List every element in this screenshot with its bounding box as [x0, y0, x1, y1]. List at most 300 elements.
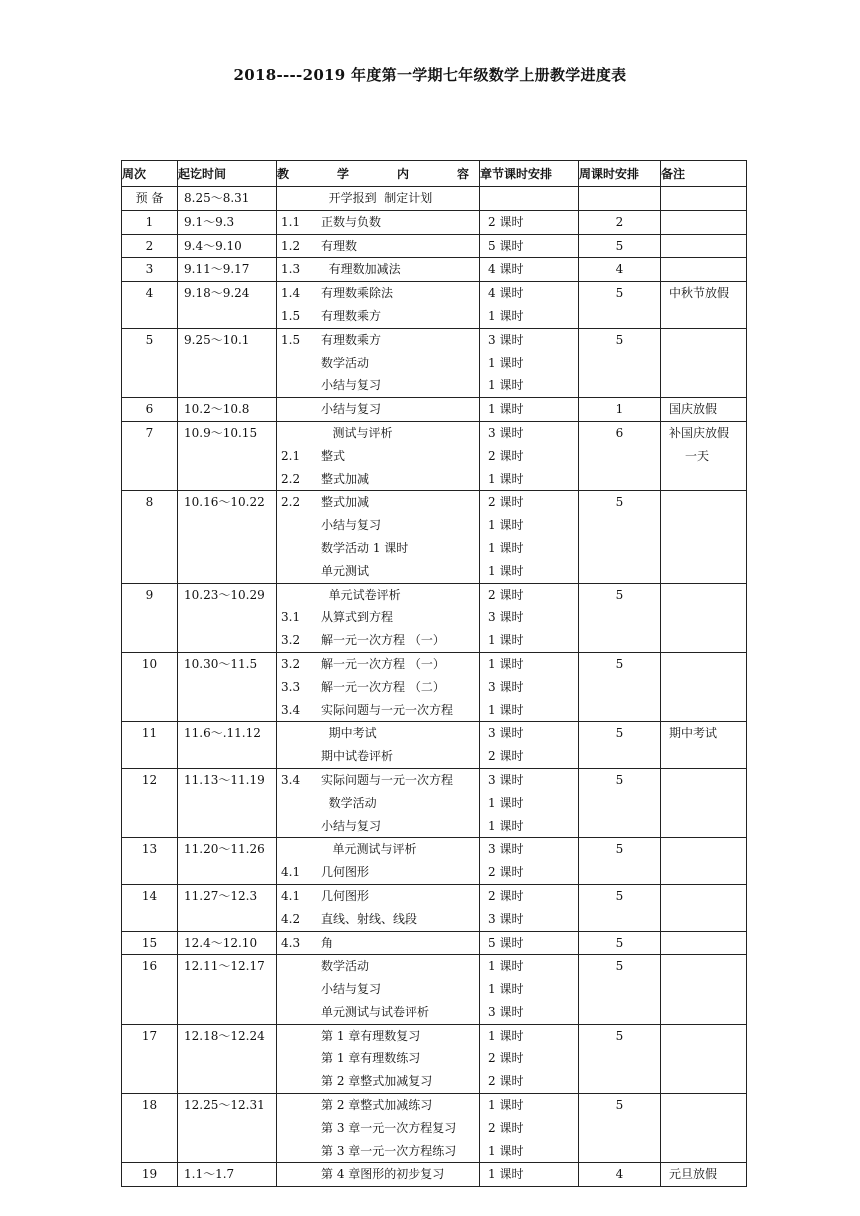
week-cell: [122, 768, 178, 837]
content-item: [277, 978, 479, 1001]
note-cell: [661, 1094, 747, 1163]
content-item: [277, 398, 479, 421]
content-text: 实际问题与一元一次方程: [321, 772, 454, 787]
content-text: 测试与评析: [321, 425, 393, 440]
date-range: 11.6～.11.12: [184, 726, 261, 741]
content-text: 第 2 章整式加减复习: [321, 1074, 433, 1089]
content-item: [277, 699, 479, 722]
content-text: 解一元一次方程 （二）: [321, 679, 445, 694]
week-hours: 2: [615, 214, 624, 229]
week-number: 15: [141, 935, 158, 950]
dates-cell: [178, 187, 277, 211]
content-item: [277, 745, 479, 768]
date-range: 10.30～11.5: [184, 656, 258, 671]
date-range: 10.9～10.15: [184, 425, 258, 440]
chapter-hours-cell: [480, 768, 579, 837]
week-hours-cell: [579, 652, 661, 721]
week-cell: [122, 491, 178, 583]
section-number: 2.2: [281, 495, 301, 510]
section-number: 3.2: [281, 633, 301, 648]
content-item: [277, 305, 479, 328]
chapter-hours-cell: [480, 652, 579, 721]
chapter-hours: 1 课时: [488, 818, 524, 833]
week-cell: [122, 1024, 178, 1093]
chapter-hours-cell: [480, 491, 579, 583]
week-number: 18: [141, 1098, 158, 1113]
content-text: 角: [321, 935, 334, 950]
week-cell: [122, 1163, 178, 1187]
content-text: 小结与复习: [321, 982, 382, 997]
week-number: 6: [145, 402, 154, 417]
chapter-hours-cell: [480, 398, 579, 422]
page-title: 2018----2019 年度第一学期七年级数学上册教学进度表: [233, 66, 627, 84]
content-text: 整式加减: [321, 471, 370, 486]
content-text: 单元测试: [321, 563, 370, 578]
content-item: [277, 1163, 479, 1186]
content-text: 第 3 章一元一次方程复习: [321, 1120, 457, 1135]
date-range: 9.25～10.1: [184, 332, 250, 347]
week-cell: [122, 722, 178, 769]
week-hours: 5: [615, 772, 624, 787]
table-row: [122, 187, 747, 211]
content-cell: [277, 931, 480, 955]
date-range: 12.11～12.17: [184, 959, 265, 974]
week-hours-cell: [579, 1094, 661, 1163]
chapter-hours-cell: [480, 884, 579, 931]
section-number: 4.1: [281, 865, 301, 880]
week-number: 12: [141, 772, 158, 787]
week-hours: 4: [615, 262, 624, 277]
content-cell: [277, 1163, 480, 1187]
section-number: 3.3: [281, 679, 301, 694]
content-text: 期中考试: [321, 726, 377, 741]
week-hours-cell: [579, 838, 661, 885]
content-cell: [277, 328, 480, 397]
content-text: 开学报到 制定计划: [321, 191, 433, 205]
week-number: 13: [141, 842, 158, 857]
table-row: [122, 931, 747, 955]
content-text: 期中试卷评析: [321, 749, 394, 764]
chapter-hours: 1 课时: [488, 308, 524, 323]
date-range: 9.1～9.3: [184, 214, 235, 229]
chapter-hours: 2 课时: [488, 214, 524, 229]
week-hours: 5: [615, 238, 624, 253]
content-item: [277, 1140, 479, 1163]
content-item: [277, 815, 479, 838]
chapter-hours-cell: [480, 1163, 579, 1187]
header-content-char: 学: [336, 167, 349, 181]
week-number: 9: [145, 587, 154, 602]
week-hours: 5: [615, 935, 624, 950]
date-range: 10.2～10.8: [184, 402, 250, 417]
week-hours: 4: [615, 1167, 624, 1182]
week-hours: 5: [615, 888, 624, 903]
table-row: [122, 282, 747, 329]
content-text: 数学活动: [321, 959, 370, 974]
content-text: 正数与负数: [321, 214, 382, 229]
note-text: 中秋节放假: [669, 286, 730, 301]
dates-cell: [178, 768, 277, 837]
chapter-hours-cell: [480, 838, 579, 885]
chapter-hours-cell: [480, 583, 579, 652]
header-content-char: 教: [277, 167, 290, 181]
week-hours-cell: [579, 583, 661, 652]
week-hours: 5: [615, 495, 624, 510]
content-cell: [277, 768, 480, 837]
content-item: [277, 653, 479, 676]
week-cell: [122, 282, 178, 329]
week-number: 2: [145, 238, 154, 253]
content-item: [277, 676, 479, 699]
content-item: [277, 422, 479, 445]
chapter-hours: 1 课时: [488, 959, 524, 974]
note-cell: [661, 258, 747, 282]
content-item: [277, 258, 479, 281]
content-item: [277, 445, 479, 468]
week-cell: [122, 1094, 178, 1163]
dates-cell: [178, 234, 277, 258]
content-text: 解一元一次方程 （一）: [321, 633, 445, 648]
header-week-hours: 周课时安排: [579, 161, 661, 187]
chapter-hours: 3 课时: [488, 1004, 524, 1019]
content-item: [277, 187, 479, 210]
dates-cell: [178, 421, 277, 490]
chapter-hours-cell: [480, 234, 579, 258]
week-hours-cell: [579, 234, 661, 258]
content-text: 单元试卷评析: [321, 587, 401, 602]
chapter-hours: 3 课时: [488, 911, 524, 926]
content-text: 第 4 章图形的初步复习: [321, 1167, 445, 1182]
week-number: 预 备: [135, 191, 164, 205]
chapter-hours: 3 课时: [488, 842, 524, 857]
date-range: 11.20～11.26: [184, 842, 265, 857]
chapter-hours: 2 课时: [488, 888, 524, 903]
week-number: 17: [141, 1028, 158, 1043]
chapter-hours-cell: [480, 955, 579, 1024]
week-hours: 1: [615, 402, 624, 417]
chapter-hours-cell: [480, 421, 579, 490]
week-number: 1: [145, 214, 154, 229]
content-text: 实际问题与一元一次方程: [321, 702, 454, 717]
week-hours-cell: [579, 884, 661, 931]
week-hours: [579, 187, 660, 210]
chapter-hours: 1 课时: [488, 540, 524, 555]
content-item: [277, 374, 479, 397]
chapter-hours: 3 课时: [488, 726, 524, 741]
content-item: [277, 1025, 479, 1048]
note-cell: [661, 1163, 747, 1187]
content-item: [277, 211, 479, 234]
content-cell: [277, 187, 480, 211]
content-text: 小结与复习: [321, 378, 382, 393]
week-hours: 5: [615, 726, 624, 741]
week-number: 3: [145, 262, 154, 277]
content-cell: [277, 884, 480, 931]
week-hours-cell: [579, 187, 661, 211]
chapter-hours: 1 课时: [488, 378, 524, 393]
content-item: [277, 908, 479, 931]
chapter-hours-cell: [480, 258, 579, 282]
date-range: 9.11～9.17: [184, 262, 250, 277]
date-range: 10.16～10.22: [184, 495, 265, 510]
table-row: [122, 398, 747, 422]
dates-cell: [178, 652, 277, 721]
note-cell: [661, 210, 747, 234]
content-text: 整式加减: [321, 495, 370, 510]
section-number: 2.1: [281, 448, 301, 463]
date-range: 9.4～9.10: [184, 238, 242, 253]
note-cell: [661, 838, 747, 885]
content-text: 有理数加减法: [321, 262, 401, 277]
note-cell: [661, 1024, 747, 1093]
chapter-hours: 4 课时: [488, 262, 524, 277]
week-number: 7: [145, 425, 154, 440]
content-item: [277, 932, 479, 955]
week-hours-cell: [579, 722, 661, 769]
week-number: 8: [145, 495, 154, 510]
content-text: 有理数乘方: [321, 332, 382, 347]
note-cell: [661, 884, 747, 931]
date-range: 12.4～12.10: [184, 935, 258, 950]
week-hours: 5: [615, 332, 624, 347]
week-number: 16: [141, 959, 158, 974]
note-cell: [661, 931, 747, 955]
chapter-hours: 3 课时: [488, 332, 524, 347]
section-number: 4.3: [281, 935, 301, 950]
chapter-hours-cell: [480, 1024, 579, 1093]
content-cell: [277, 282, 480, 329]
table-row: [122, 421, 747, 490]
dates-cell: [178, 1024, 277, 1093]
chapter-hours: 1 课时: [488, 355, 524, 370]
week-number: 4: [145, 286, 154, 301]
chapter-hours: 1 课时: [488, 656, 524, 671]
chapter-hours: 2 课时: [488, 587, 524, 602]
chapter-hours-cell: [480, 210, 579, 234]
section-number: 4.1: [281, 888, 301, 903]
table-row: [122, 1024, 747, 1093]
week-hours: 5: [615, 959, 624, 974]
chapter-hours: 1 课时: [488, 471, 524, 486]
chapter-hours: 1 课时: [488, 518, 524, 533]
note-cell: [661, 652, 747, 721]
content-item: [277, 537, 479, 560]
content-text: 数学活动 1 课时: [321, 540, 409, 555]
chapter-hours: 5 课时: [488, 238, 524, 253]
chapter-hours-cell: [480, 931, 579, 955]
chapter-hours-cell: [480, 722, 579, 769]
week-cell: [122, 583, 178, 652]
content-item: [277, 584, 479, 607]
section-number: 2.2: [281, 471, 301, 486]
content-text: 从算式到方程: [321, 610, 394, 625]
content-text: 第 1 章有理数复习: [321, 1028, 421, 1043]
week-cell: [122, 955, 178, 1024]
chapter-hours: 1 课时: [488, 1098, 524, 1113]
week-number: 19: [141, 1167, 158, 1182]
content-text: 第 2 章整式加减练习: [321, 1098, 433, 1113]
section-number: 3.1: [281, 610, 301, 625]
chapter-hours: 3 课时: [488, 679, 524, 694]
content-text: 几何图形: [321, 865, 370, 880]
content-item: [277, 1094, 479, 1117]
content-item: [277, 329, 479, 352]
content-item: [277, 468, 479, 491]
week-hours-cell: [579, 1024, 661, 1093]
chapter-hours: 3 课时: [488, 610, 524, 625]
note-cell: [661, 187, 747, 211]
header-note: 备注: [661, 161, 747, 187]
week-hours-cell: [579, 421, 661, 490]
week-cell: [122, 652, 178, 721]
content-cell: [277, 1094, 480, 1163]
content-text: 单元测试与评析: [321, 842, 417, 857]
week-hours-cell: [579, 1163, 661, 1187]
content-text: 几何图形: [321, 888, 370, 903]
content-cell: [277, 838, 480, 885]
content-item: [277, 352, 479, 375]
content-item: [277, 491, 479, 514]
header-row: [122, 161, 747, 187]
content-item: [277, 1117, 479, 1140]
week-hours: 5: [615, 842, 624, 857]
section-number: 1.5: [281, 332, 301, 347]
week-hours: 5: [615, 1098, 624, 1113]
week-hours: 5: [615, 587, 624, 602]
date-range: 12.25～12.31: [184, 1098, 265, 1113]
dates-cell: [178, 282, 277, 329]
content-item: [277, 514, 479, 537]
content-cell: [277, 234, 480, 258]
table-row: [122, 768, 747, 837]
week-cell: [122, 187, 178, 211]
chapter-hours: 2 课时: [488, 1120, 524, 1135]
chapter-hours: 4 课时: [488, 286, 524, 301]
content-text: 整式: [321, 448, 346, 463]
week-cell: [122, 234, 178, 258]
week-hours-cell: [579, 931, 661, 955]
section-number: 1.5: [281, 308, 301, 323]
schedule-table: [121, 160, 747, 1187]
chapter-hours: 1 课时: [488, 702, 524, 717]
content-text: 解一元一次方程 （一）: [321, 656, 445, 671]
dates-cell: [178, 398, 277, 422]
content-text: 小结与复习: [321, 818, 382, 833]
content-text: 有理数乘方: [321, 308, 382, 323]
content-item: [277, 629, 479, 652]
table-row: [122, 1094, 747, 1163]
table-row: [122, 722, 747, 769]
chapter-hours: 2 课时: [488, 1074, 524, 1089]
table-row: [122, 583, 747, 652]
content-cell: [277, 210, 480, 234]
week-hours: 5: [615, 286, 624, 301]
content-text: 直线、射线、线段: [321, 911, 418, 926]
week-number: 10: [141, 656, 158, 671]
note-cell: [661, 421, 747, 490]
content-text: 小结与复习: [321, 402, 382, 417]
content-cell: [277, 421, 480, 490]
content-cell: [277, 955, 480, 1024]
week-cell: [122, 328, 178, 397]
chapter-hours: 1 课时: [488, 1028, 524, 1043]
date-range: 11.13～11.19: [184, 772, 265, 787]
section-number: 3.4: [281, 702, 301, 717]
chapter-hours: 1 课时: [488, 795, 524, 810]
week-number: 11: [141, 726, 158, 741]
content-text: 数学活动: [321, 795, 377, 810]
week-cell: [122, 210, 178, 234]
header-content-char: 内: [396, 167, 409, 181]
note-cell: [661, 768, 747, 837]
week-hours-cell: [579, 955, 661, 1024]
table-row: [122, 1163, 747, 1187]
content-item: [277, 1070, 479, 1093]
chapter-hours-cell: [480, 1094, 579, 1163]
dates-cell: [178, 1094, 277, 1163]
chapter-hours: 2 课时: [488, 448, 524, 463]
section-number: 1.1: [281, 214, 301, 229]
dates-cell: [178, 258, 277, 282]
section-number: 3.2: [281, 656, 301, 671]
section-number: 3.4: [281, 772, 301, 787]
section-number: 4.2: [281, 911, 301, 926]
content-text: 单元测试与试卷评析: [321, 1004, 430, 1019]
dates-cell: [178, 955, 277, 1024]
table-row: [122, 234, 747, 258]
content-item: [277, 885, 479, 908]
note-cell: [661, 398, 747, 422]
content-item: [277, 1047, 479, 1070]
content-item: [277, 792, 479, 815]
header-week: 周次: [122, 161, 178, 187]
week-hours: 5: [615, 656, 624, 671]
chapter-hours-cell: [480, 187, 579, 211]
content-text: 有理数: [321, 238, 358, 253]
table-row: [122, 652, 747, 721]
dates-cell: [178, 583, 277, 652]
content-text: 第 1 章有理数练习: [321, 1051, 421, 1066]
week-hours: 6: [615, 425, 624, 440]
content-item: [277, 235, 479, 258]
week-hours-cell: [579, 398, 661, 422]
note-cell: [661, 328, 747, 397]
chapter-hours: 3 课时: [488, 425, 524, 440]
week-cell: [122, 931, 178, 955]
chapter-hours: 2 课时: [488, 749, 524, 764]
content-item: [277, 606, 479, 629]
header-content: [277, 161, 480, 187]
section-number: 1.2: [281, 238, 301, 253]
table-row: [122, 838, 747, 885]
chapter-hours: 5 课时: [488, 935, 524, 950]
dates-cell: [178, 838, 277, 885]
content-text: 第 3 章一元一次方程练习: [321, 1143, 457, 1158]
content-item: [277, 282, 479, 305]
week-number: 5: [145, 332, 154, 347]
content-cell: [277, 398, 480, 422]
dates-cell: [178, 210, 277, 234]
content-text: 有理数乘除法: [321, 286, 394, 301]
chapter-hours: 2 课时: [488, 495, 524, 510]
chapter-hours: 1 课时: [488, 633, 524, 648]
chapter-hours: [480, 187, 578, 210]
chapter-hours: 1 课时: [488, 563, 524, 578]
content-item: [277, 1001, 479, 1024]
table-row: [122, 328, 747, 397]
content-item: [277, 838, 479, 861]
chapter-hours-cell: [480, 328, 579, 397]
